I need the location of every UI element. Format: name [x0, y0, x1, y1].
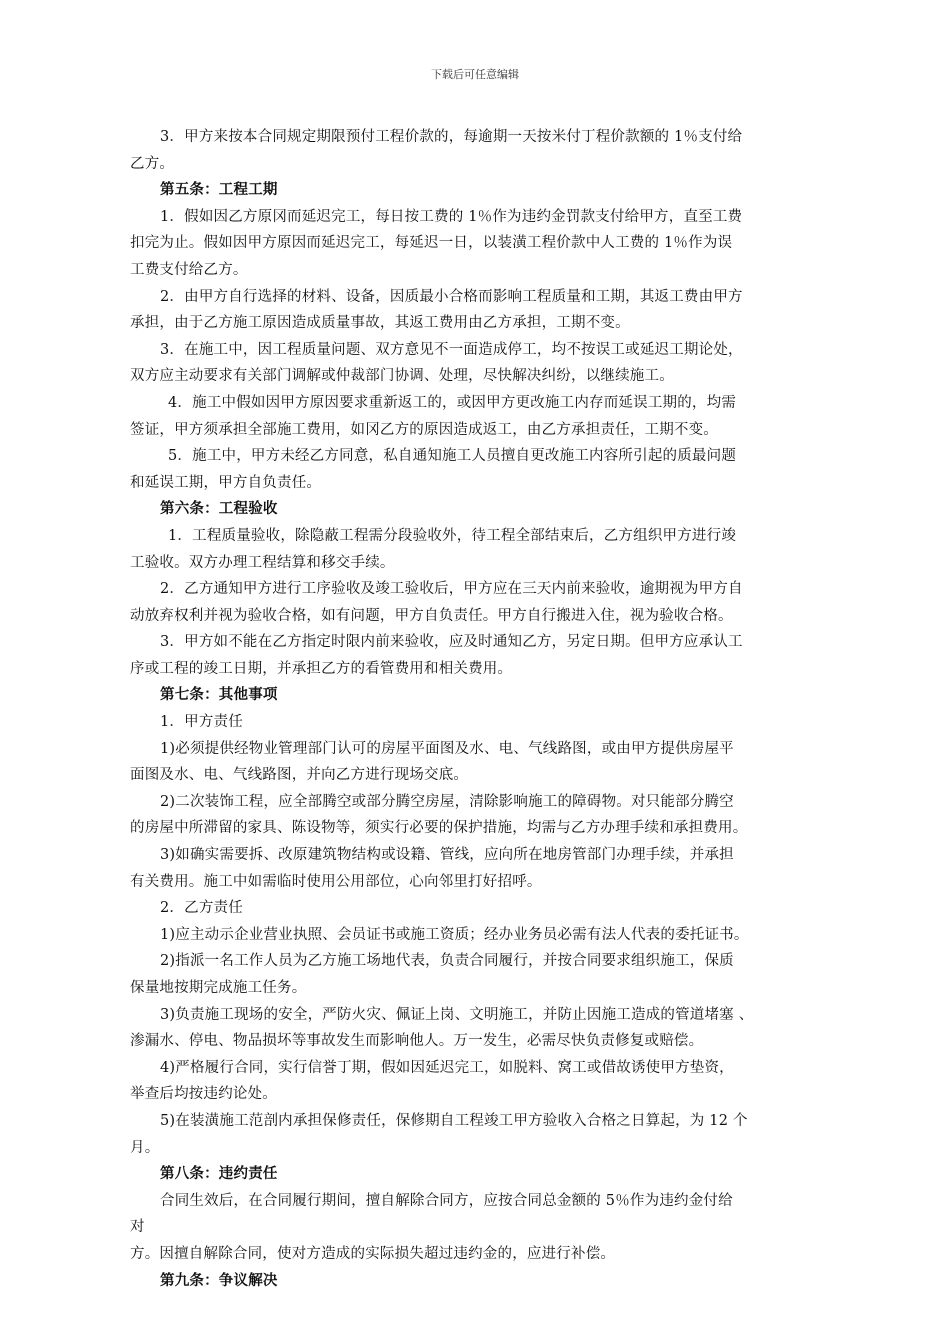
- text-line: 5．施工中，甲方未经乙方同意，私自通知施工人员擅自更改施工内容所引起的质最问题: [168, 448, 737, 465]
- text-line: 举查后均按违约论处。: [130, 1086, 277, 1103]
- document-body: [130, 124, 840, 1294]
- text-line: 1)应主动示企业营业执照、会员证书或施工资质；经办业务员必需有法人代表的委托证书。: [160, 926, 749, 943]
- text-line: 面图及水、电、气线路图，并向乙方进行现场交底。: [130, 767, 469, 784]
- text-line: 签证，甲方须承担全部施工费用，如冈乙方的原因造成返工，由乙方承担责任，工期不变。: [130, 421, 718, 438]
- text-line: 5)在装潢施工范剖内承担保修责任，保修期自工程竣工甲方验收入合格之日算起，为 12 个: [160, 1112, 748, 1129]
- text-line: 2．由甲方自行选择的材料、设备，因质最小合格而影响工程质量和工期，其返工费由甲方: [160, 288, 743, 305]
- section-heading: 第九条：争议解决: [160, 1272, 278, 1289]
- section-heading: 第五条：工程工期: [160, 182, 278, 199]
- text-line: 扣完为止。假如因甲方原因而延迟完工，每延迟一日，以装潢工程价款中人工费的 1％作为误: [130, 235, 733, 252]
- text-line: 1．工程质量验收，除隐蔽工程需分段验收外，待工程全部结束后，乙方组织甲方进行竣: [168, 527, 737, 544]
- text-line: 乙方。: [130, 155, 175, 172]
- text-line: 1．甲方责任: [160, 714, 243, 731]
- text-line: 3)如确实需要拆、改原建筑物结构或设籍、管线，应向所在地房管部门办理手续，并承担: [160, 847, 734, 864]
- text-line: 保量地按期完成施工任务。: [130, 980, 307, 996]
- text-line: 对: [130, 1219, 145, 1236]
- text-line: 4．施工中假如因甲方原因要求重新返工的，或因甲方更改施工内存而延误工期的，均需: [168, 394, 737, 411]
- text-line: 方。因擅自解除合同，使对方造成的实际损失超过违约金的，应进行补偿。: [130, 1245, 616, 1262]
- text-line: 2)二次装饰工程，应全部腾空或部分腾空房屋，清除影响施工的障碍物。对只能部分腾空: [160, 793, 734, 810]
- text-line: 动放弃权利并视为验收合格，如有问题，甲方自负责任。甲方自行搬进入住，视为验收合格。: [130, 607, 733, 624]
- text-line: 1．假如因乙方原冈而延迟完工，每日按工费的 1％作为违约金罚款支付给甲方，直至工费: [160, 208, 743, 225]
- text-line: 双方应主动要求有关部门调解或仲裁部门协调、处理，尽快解决纠纷，以继续施工。: [130, 368, 674, 385]
- section-heading: 第六条：工程验收: [160, 501, 278, 518]
- text-line: 3．甲方如不能在乙方指定时限内前来验收，应及时通知乙方，另定日期。但甲方应承认工: [160, 634, 743, 651]
- text-line: 合同生效后，在合同履行期间，擅自解除合同方，应按合同总金额的 5％作为违约金付给: [160, 1192, 733, 1209]
- text-line: 有关费用。施工中如需临时使用公用部位，心向邻里打好招呼。: [130, 873, 542, 890]
- text-line: 3．甲方来按本合同规定期限预付工程价款的，每逾期一天按米付丁程价款额的 1％支付给: [160, 129, 743, 145]
- text-line: 工费支付给乙方。: [130, 261, 248, 278]
- text-line: 3．在施工中，因工程质量问题、双方意见不一面造成停工，均不按误工或延迟工期论处，: [160, 341, 743, 358]
- text-line: 承担，由于乙方施工原因造成质量事故，其返工费用由乙方承担，工期不变。: [130, 315, 630, 332]
- text-line: 渗漏水、停电、物品损坏等事故发生而影响他人。万一发生，必需尽快负责修复或赔偿。: [130, 1033, 704, 1050]
- text-line: 和延误工期，甲方自负责任。: [130, 474, 322, 491]
- section-heading: 第八条：违约责任: [160, 1166, 278, 1183]
- text-line: 序或工程的竣工日期，并承担乙方的看管费用和相关费用。: [130, 660, 513, 677]
- text-line: 2．乙方通知甲方进行工序验收及竣工验收后，甲方应在三天内前来验收，逾期视为甲方自: [160, 581, 743, 598]
- section-heading: 第七条：其他事项: [160, 687, 278, 704]
- page-header: 下载后可任意编辑: [431, 68, 519, 81]
- text-line: 1)必须提供经物业管理部门认可的房屋平面图及水、电、气线路图，或由甲方提供房屋平: [160, 740, 734, 757]
- text-line: 4)严格履行合同，实行信誉丁期，假如因延迟完工，如脱料、窝工或借故诱使甲方垫资，: [160, 1059, 734, 1076]
- text-line: 的房屋中所滞留的家具、陈设物等，须实行必要的保护措施，均需与乙方办理手续和承担费用。: [130, 820, 748, 837]
- text-line: 工验收。双方办理工程结算和移交手续。: [130, 554, 395, 571]
- text-line: 2．乙方责任: [160, 900, 243, 917]
- text-line: 2)指派一名工作人员为乙方施工场地代表，负责合同履行，并按合同要求组织施工，保质: [160, 953, 734, 970]
- text-line: 3)负责施工现场的安全，严防火灾、佩证上岗、文明施工，并防止因施工造成的管道堵塞 、: [160, 1006, 754, 1023]
- text-line: 月。: [130, 1139, 160, 1156]
